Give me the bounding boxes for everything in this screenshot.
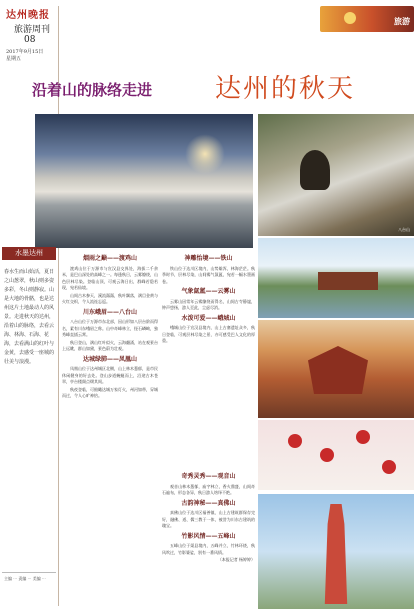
sidebar-footer: 主编 ··· 责编 ··· 美编 ··· <box>4 576 46 581</box>
article-column-3 <box>162 470 255 608</box>
sunrise-glow <box>185 134 225 174</box>
article-title: 竹影风情——五峰山 <box>181 532 236 540</box>
photo-red-flowers <box>258 420 414 490</box>
cave-shape <box>300 150 330 190</box>
newspaper-logo: 达州晚报 <box>6 10 50 21</box>
photo-mountain-cave <box>258 114 414 236</box>
issue-weekday: 星期五 <box>6 56 22 62</box>
article-title: 古韵神秘——真佛山 <box>181 499 236 507</box>
sun-icon <box>344 12 356 24</box>
article-title: 气象氤氲——云雾山 <box>181 288 236 295</box>
article-paragraph: 山间古木参天，溪流潺潺，秋叶飘落，满目金黄与火红交织，令人流连忘返。 <box>62 292 158 304</box>
section-banner <box>320 6 414 32</box>
headline-part2: 达州的秋天 <box>215 74 356 104</box>
page-number: 08 <box>24 35 36 45</box>
article-paragraph: 峨城山位于宣汉县境内，山上古寨遗址众多，秋日登临，可观层林尽染之景，亦可感受巴人文化的厚重。 <box>162 325 255 343</box>
pavilion-shape <box>318 272 378 290</box>
article-paragraph: 八台山位于万源市东北部，因山形如八层台阶而得名，素有川东峨眉之称。山中奇峰林立，怪石嶙峋，独秀峰直插云霄。 <box>62 319 158 337</box>
sidebar-divider <box>2 572 56 573</box>
photo-caption: 八台山 <box>398 227 410 232</box>
byline: （本报记者 杨婷婷） <box>217 557 255 562</box>
article-paragraph: 铁山位于达川区境内，山势雄浑，林海茫茫。秋季时节，层林尽染，山间雾气氤氲，宛若一幅水墨画卷。 <box>162 265 255 284</box>
photo-temple <box>258 320 414 418</box>
headline-part1: 沿着山的脉络走进 <box>32 81 153 99</box>
article-paragraph: 观音山林木葱郁，庙宇林立，香火鼎盛，山间奇石遍布，形态各异，秋日游人络绎不绝。 <box>162 483 255 495</box>
article-title: 烟雨之巅——渡鸡山 <box>82 255 137 262</box>
article-paragraph: 云雾山因常年云雾缭绕而得名，山间古寺静谧，钟声悠扬，游人至此，尘虑尽消。 <box>162 298 255 310</box>
article-paragraph: 真佛山位于达川区福善镇，山上古建筑群保存完好，融佛、道、儒三教于一体，被誉为川东古建筑的瑰宝。 <box>162 510 255 528</box>
article-paragraph: 秋日登山，满山红叶似火，云海翻涌，站在观景台上远眺，群山如黛，景色蔚为壮观。 <box>62 339 158 351</box>
temple-shape <box>308 346 368 394</box>
photo-lake-pavilion <box>258 238 414 318</box>
article-paragraph: 秋夜登临，可俯瞰达城万家灯火，州河如带，穿城而过，令人心旷神怡。 <box>62 386 158 398</box>
sidebar-tag: 水墨达州 <box>2 247 56 260</box>
flower-icon <box>382 460 396 474</box>
article-title: 水泼可爱——峨城山 <box>181 314 236 322</box>
hero-photo-sea-of-clouds <box>35 114 253 248</box>
article-column-1 <box>62 252 158 608</box>
banner-label: 旅游 <box>394 16 410 26</box>
article-title: 川东峨眉——八台山 <box>82 308 137 316</box>
section-title: 旅游周刊 <box>14 25 51 35</box>
article-title: 奇秀灵秀——观音山 <box>181 473 236 480</box>
flower-icon <box>320 448 334 462</box>
article-paragraph: 渡鸡山位于万源市与宣汉县交界处，海拔二千余米，是巴山深处的高峰之一。每逢秋日，云雾缭绕，山色层林尽染。登临山顶，可观云海日出，群峰若隐若现，宛若仙境。 <box>62 265 158 290</box>
article-title: 神雕怡境——铁山 <box>184 255 233 262</box>
photo-red-tower <box>258 494 414 609</box>
tower-shape <box>322 504 350 604</box>
flower-icon <box>288 434 302 448</box>
article-paragraph: 凤凰山位于达州城区北侧，山上林木葱郁，是市民休闲健身的好去处。登山步道蜿蜒而上，沿途古木苍翠，亭台楼阁点缀其间。 <box>62 366 158 384</box>
sidebar-intro: 春水生而山始活，夏日之山葱翠，秋山则多姿多彩，冬山则静寂。山是大地的骨骼，也是达州这片土地最动人的风景。走进秋天的达州，沿着山的脉络，去看云海、林海、石海、花海，去看满山的红叶与金黄，去感受一座城的壮美与浪漫。 <box>4 269 55 365</box>
issue-date: 2017年9月15日 <box>6 49 44 55</box>
article-title: 达城绿肺——凤凰山 <box>82 355 137 363</box>
article-paragraph: 五峰山位于渠县境内，五峰并立，竹林环绕，秋风吹过，竹影婆娑，别有一番风情。 <box>162 543 255 555</box>
flower-icon <box>356 430 370 444</box>
